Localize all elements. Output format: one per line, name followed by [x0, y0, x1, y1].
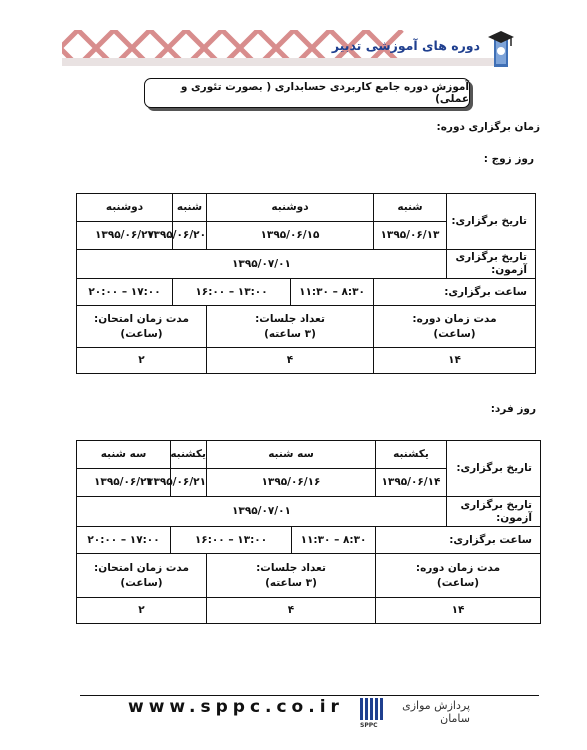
schedule-heading: زمان برگزاری دوره:	[436, 121, 540, 133]
summary-value: ۱۴	[374, 348, 536, 374]
footer-website-link[interactable]: www.sppc.co.ir	[128, 697, 344, 717]
hours-cell: ۱۷:۰۰ – ۲۰:۰۰	[77, 279, 173, 306]
hours-cell: ۸:۳۰ – ۱۱:۳۰	[292, 527, 376, 554]
course-title-box	[144, 78, 470, 108]
summary-value: ۴	[207, 348, 374, 374]
date-cell: ۱۳۹۵/۰۶/۱۴	[376, 469, 447, 497]
summary-header: مدت زمان دوره: (ساعت)	[376, 554, 541, 598]
day-cell: یکشنبه	[376, 441, 447, 469]
sppc-logo-icon	[358, 694, 386, 724]
hours-cell: ۸:۳۰ – ۱۱:۳۰	[291, 279, 374, 306]
summary-header: مدت زمان امتحان: (ساعت)	[77, 306, 207, 348]
day-cell: دوشنبه	[77, 194, 173, 222]
hours-row-label: ساعت برگزاری:	[374, 279, 536, 306]
date-cell: ۱۳۹۵/۰۶/۲۳	[77, 469, 171, 497]
exam-date: ۱۳۹۵/۰۷/۰۱	[77, 497, 447, 527]
footer-divider	[80, 695, 539, 696]
summary-header: مدت زمان امتحان: (ساعت)	[77, 554, 207, 598]
day-cell: شنبه	[374, 194, 447, 222]
day-cell: شنبه	[173, 194, 207, 222]
date-row-label: تاریخ برگزاری:	[447, 194, 536, 250]
hours-cell: ۱۳:۰۰ – ۱۶:۰۰	[171, 527, 292, 554]
course-title: آموزش دوره جامع کاربردی حسابداری ( بصورت تئوری و عملی)	[180, 81, 469, 105]
summary-value: ۴	[207, 598, 376, 624]
date-cell: ۱۳۹۵/۰۶/۲۷	[77, 222, 173, 250]
exam-date: ۱۳۹۵/۰۷/۰۱	[77, 250, 447, 279]
summary-header: تعداد جلسات: (۳ ساعته)	[207, 306, 374, 348]
odd-days-table	[76, 440, 541, 624]
even-days-label: روز زوج :	[483, 153, 534, 165]
date-cell: ۱۳۹۵/۰۶/۲۱	[171, 469, 207, 497]
exam-row-label: تاریخ برگزاری آزمون:	[447, 497, 541, 527]
odd-days-label: روز فرد:	[490, 403, 536, 415]
exam-row-label: تاریخ برگزاری آزمون:	[447, 250, 536, 279]
hours-row-label: ساعت برگزاری:	[376, 527, 541, 554]
summary-value: ۱۴	[376, 598, 541, 624]
footer-brand-abbr: SPPC	[360, 722, 378, 729]
day-cell: سه شنبه	[77, 441, 171, 469]
date-cell: ۱۳۹۵/۰۶/۱۵	[207, 222, 374, 250]
day-cell: دوشنبه	[207, 194, 374, 222]
summary-header: تعداد جلسات: (۳ ساعته)	[207, 554, 376, 598]
summary-value: ۲	[77, 598, 207, 624]
summary-header: مدت زمان دوره: (ساعت)	[374, 306, 536, 348]
footer-brand-name: پردازش موازی سامان	[402, 699, 470, 725]
graduation-cap-icon	[486, 29, 516, 69]
date-cell: ۱۳۹۵/۰۶/۲۰	[173, 222, 207, 250]
even-days-table	[76, 193, 536, 374]
date-cell: ۱۳۹۵/۰۶/۱۶	[207, 469, 376, 497]
day-cell: یکشنبه	[171, 441, 207, 469]
header-title: دوره های آموزشی تدبیر	[331, 38, 480, 53]
hours-cell: ۱۳:۰۰ – ۱۶:۰۰	[173, 279, 291, 306]
summary-value: ۲	[77, 348, 207, 374]
day-cell: سه شنبه	[207, 441, 376, 469]
date-cell: ۱۳۹۵/۰۶/۱۳	[374, 222, 447, 250]
hours-cell: ۱۷:۰۰ – ۲۰:۰۰	[77, 527, 171, 554]
date-row-label: تاریخ برگزاری:	[447, 441, 541, 497]
